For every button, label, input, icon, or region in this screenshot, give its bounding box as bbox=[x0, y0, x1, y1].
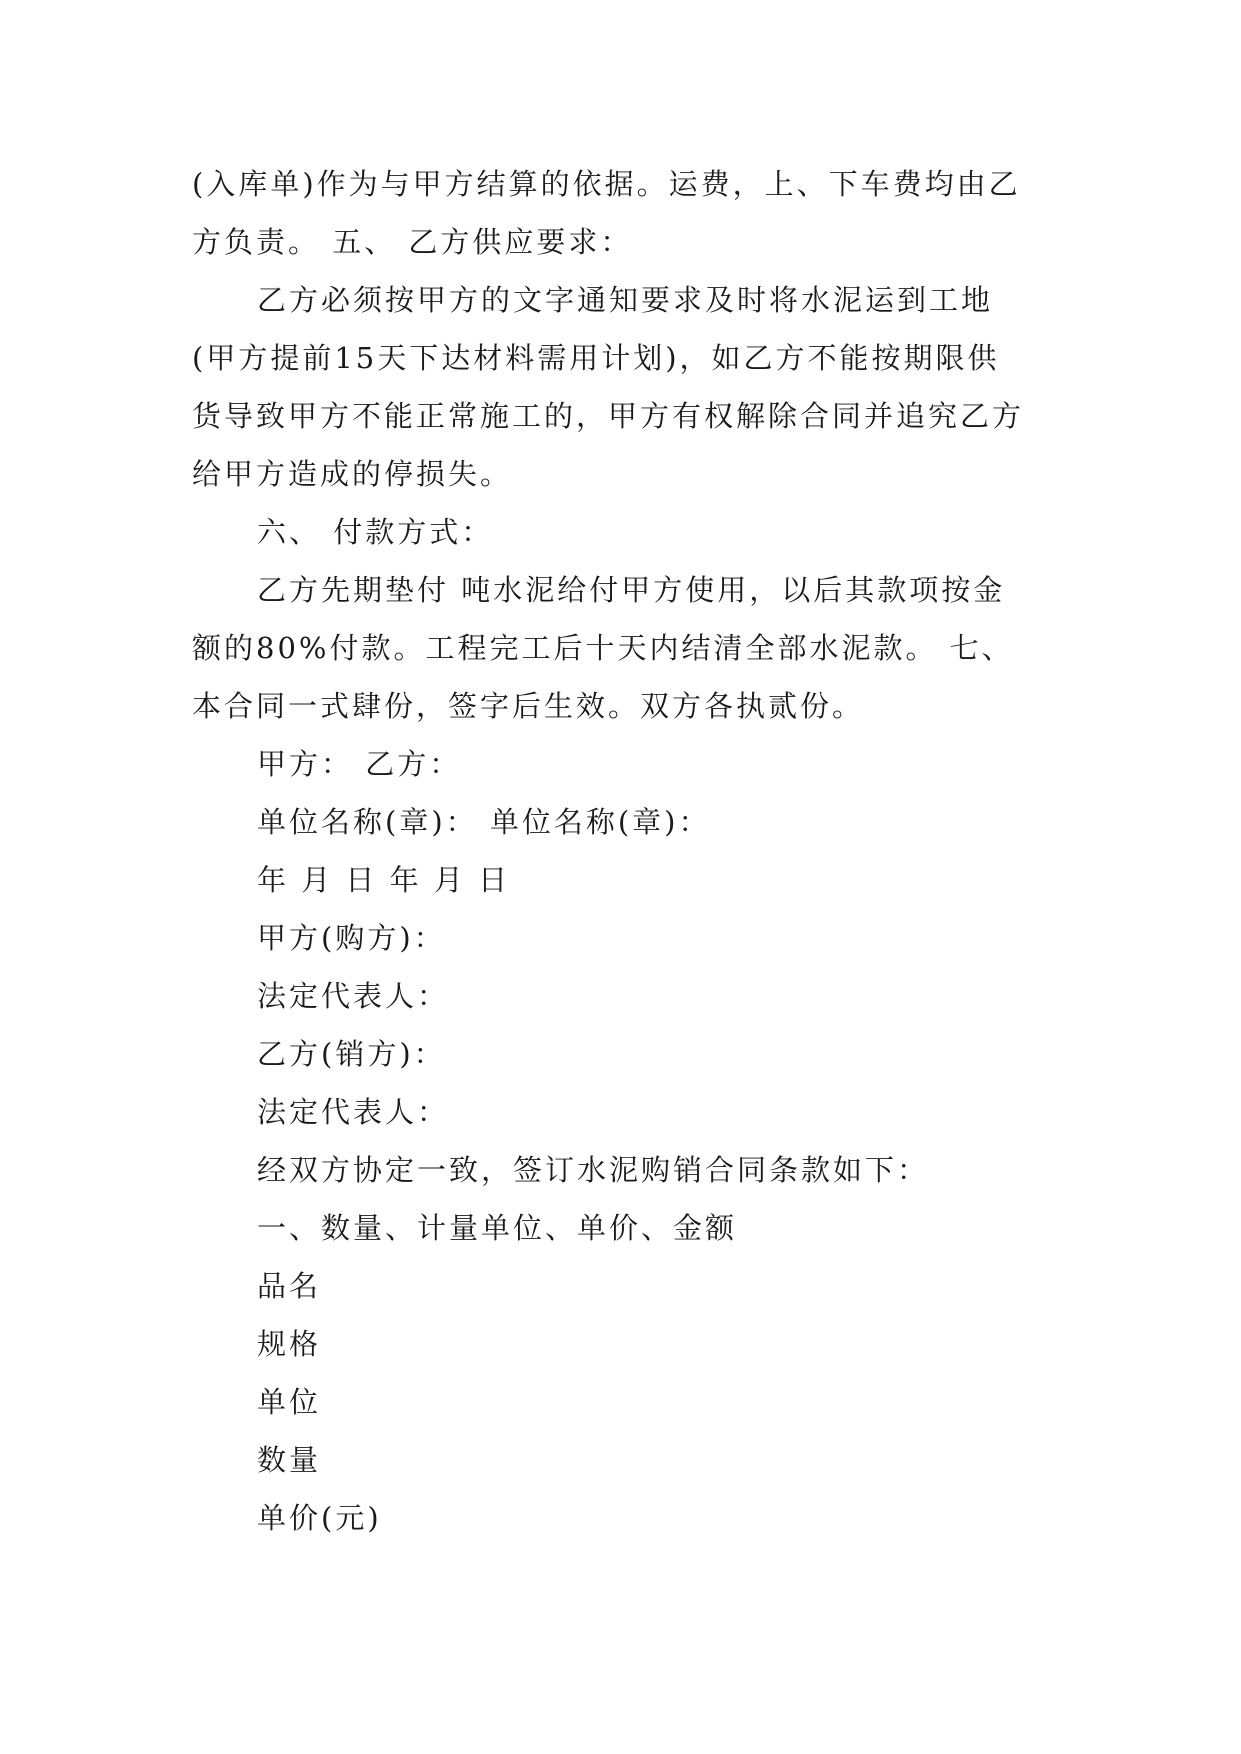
section-heading: 六、 付款方式： bbox=[257, 515, 494, 549]
paragraph-line: 本合同一式肆份，签字后生效。双方各执贰份。 bbox=[192, 689, 865, 723]
section-heading: 一、数量、计量单位、单价、金额 bbox=[257, 1211, 738, 1245]
buyer-label: 甲方(购方)： bbox=[257, 921, 446, 955]
paragraph-line: (甲方提前15天下达材料需用计划)，如乙方不能按期限供 bbox=[192, 341, 1000, 375]
table-field-label: 单位 bbox=[257, 1385, 322, 1419]
table-field-label: 品名 bbox=[257, 1269, 322, 1303]
paragraph-line: 方负责。 五、 乙方供应要求： bbox=[192, 225, 633, 259]
paragraph-line: 乙方必须按甲方的文字通知要求及时将水泥运到工地 bbox=[257, 283, 994, 317]
table-field-label: 数量 bbox=[257, 1443, 322, 1477]
legal-representative-label: 法定代表人： bbox=[257, 1095, 450, 1129]
paragraph-line: 给甲方造成的停损失。 bbox=[192, 457, 513, 491]
signature-date-line: 年 月 日 年 月 日 bbox=[257, 863, 511, 897]
agreement-intro: 经双方协定一致，签订水泥购销合同条款如下： bbox=[257, 1153, 930, 1187]
paragraph-line: (入库单)作为与甲方结算的依据。运费，上、下车费均由乙 bbox=[192, 167, 1021, 201]
signature-party-line: 甲方： 乙方： bbox=[257, 747, 462, 781]
legal-representative-label: 法定代表人： bbox=[257, 979, 450, 1013]
table-field-label: 单价(元) bbox=[257, 1501, 382, 1535]
paragraph-line: 乙方先期垫付 吨水泥给付甲方使用，以后其款项按金 bbox=[257, 573, 1006, 607]
table-field-label: 规格 bbox=[257, 1327, 322, 1361]
seller-label: 乙方(销方)： bbox=[257, 1037, 446, 1071]
paragraph-line: 额的80%付款。工程完工后十天内结清全部水泥款。 七、 bbox=[192, 631, 1014, 665]
signature-unit-line: 单位名称(章)： 单位名称(章)： bbox=[257, 805, 711, 839]
paragraph-line: 货导致甲方不能正常施工的，甲方有权解除合同并追究乙方 bbox=[192, 399, 1025, 433]
